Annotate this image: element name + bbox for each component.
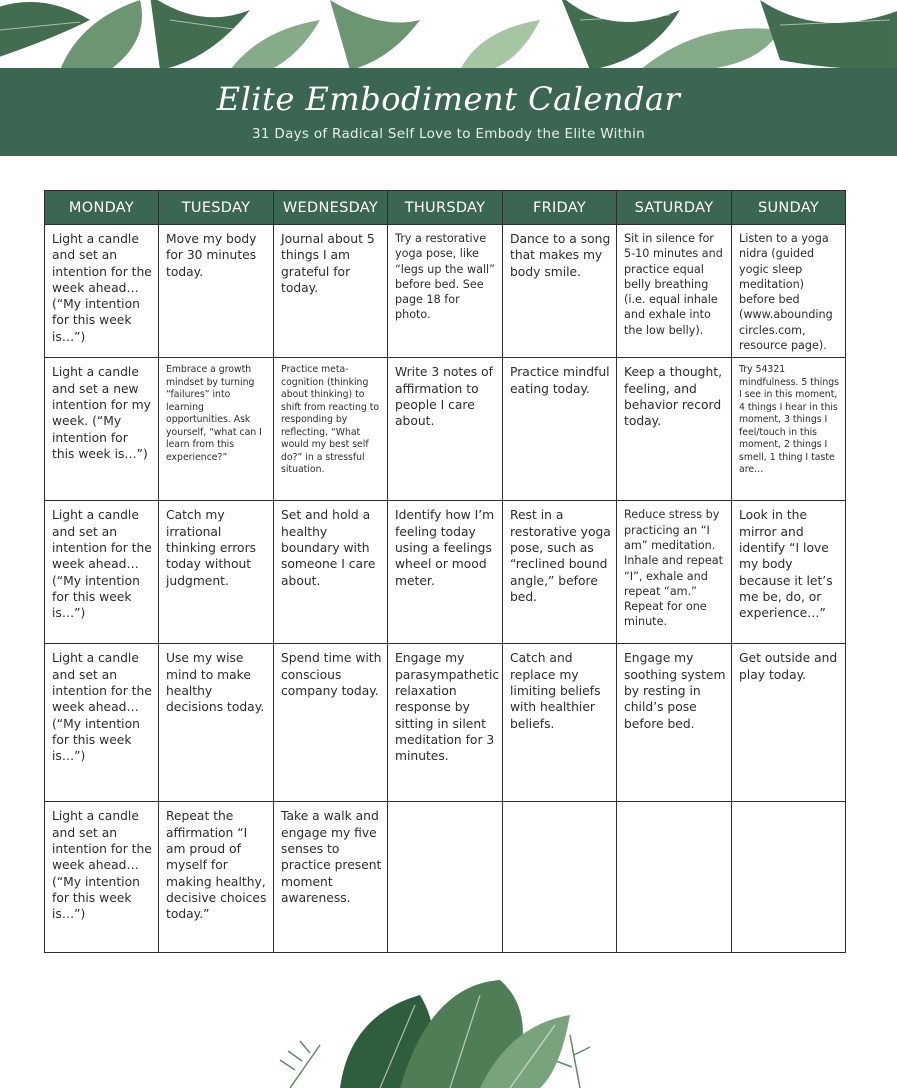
- day-cell: Light a candle and set an intention for the week ahead…(“My intention for this week is…”): [45, 802, 159, 953]
- day-cell: Keep a thought, feeling, and behavior record today.: [617, 358, 732, 501]
- page-subtitle: 31 Days of Radical Self Love to Embody the Elite Within: [252, 126, 645, 142]
- day-cell: Catch and replace my limiting beliefs with healthier beliefs.: [503, 644, 617, 802]
- day-cell: Light a candle and set an intention for the week ahead…(“My intention for this week is…”): [45, 644, 159, 802]
- day-cell: Write 3 notes of affirmation to people I care about.: [388, 358, 503, 501]
- week-row: [45, 802, 846, 953]
- day-cell: Move my body for 30 minutes today.: [159, 225, 274, 358]
- day-header-wednesday: WEDNESDAY: [274, 191, 388, 225]
- day-cell: Set and hold a healthy boundary with someone I care about.: [274, 501, 388, 644]
- day-cell: Dance to a song that makes my body smile.: [503, 225, 617, 358]
- week-row: [45, 501, 846, 644]
- day-cell: [503, 802, 617, 953]
- day-cell: Use my wise mind to make healthy decisions today.: [159, 644, 274, 802]
- day-cell: Try a restorative yoga pose, like “legs up the wall” before bed. See page 18 for photo.: [388, 225, 503, 358]
- day-cell: Light a candle and set an intention for the week ahead…(“My intention for this week is…”): [45, 225, 159, 358]
- day-cell: Catch my irrational thinking errors today without judgment.: [159, 501, 274, 644]
- day-cell: Take a walk and engage my five senses to practice present moment awareness.: [274, 802, 388, 953]
- day-cell: [732, 802, 846, 953]
- day-header-saturday: SATURDAY: [617, 191, 732, 225]
- bottom-leaf-decoration: [250, 975, 670, 1088]
- day-header-sunday: SUNDAY: [732, 191, 846, 225]
- day-header-monday: MONDAY: [45, 191, 159, 225]
- day-cell: Journal about 5 things I am grateful for today.: [274, 225, 388, 358]
- week-row: [45, 225, 846, 358]
- day-cell: Embrace a growth mindset by turning “failures” into learning opportunities. Ask yourself, “what can I learn from this experience?”: [159, 358, 274, 501]
- day-cell: Listen to a yoga nidra (guided yogic sleep meditation) before bed (www.abounding circles.com, resource page).: [732, 225, 846, 358]
- day-cell: Engage my soothing system by resting in child’s pose before bed.: [617, 644, 732, 802]
- top-leaf-decoration: [0, 0, 897, 70]
- day-cell: [388, 802, 503, 953]
- day-cell: Try 54321 mindfulness. 5 things I see in this moment, 4 things I hear in this moment, 3 things I feel/touch in this moment, 2 things I smell, 1 thing I taste are…: [732, 358, 846, 501]
- weekday-header-row: [45, 191, 846, 225]
- day-cell: Spend time with conscious company today.: [274, 644, 388, 802]
- day-cell: Rest in a restorative yoga pose, such as “reclined bound angle,” before bed.: [503, 501, 617, 644]
- calendar-table: [44, 190, 846, 953]
- day-header-thursday: THURSDAY: [388, 191, 503, 225]
- day-cell: Engage my parasympathetic relaxation response by sitting in silent meditation for 3 minutes.: [388, 644, 503, 802]
- day-cell: Identify how I’m feeling today using a feelings wheel or mood meter.: [388, 501, 503, 644]
- day-cell: Reduce stress by practicing an “I am” meditation. Inhale and repeat “I”, exhale and repeat “am.” Repeat for one minute.: [617, 501, 732, 644]
- day-cell: Practice meta-cognition (thinking about thinking) to shift from reacting to responding by reflecting, “What would my best self do?” in a stressful situation.: [274, 358, 388, 501]
- day-header-tuesday: TUESDAY: [159, 191, 274, 225]
- page-title: Elite Embodiment Calendar: [216, 80, 681, 118]
- day-cell: Repeat the affirmation “I am proud of myself for making healthy, decisive choices today.”: [159, 802, 274, 953]
- day-header-friday: FRIDAY: [503, 191, 617, 225]
- day-cell: [617, 802, 732, 953]
- day-cell: Sit in silence for 5-10 minutes and practice equal belly breathing (i.e. equal inhale and exhale into the low belly).: [617, 225, 732, 358]
- week-row: [45, 644, 846, 802]
- header-band: [0, 68, 897, 156]
- day-cell: Get outside and play today.: [732, 644, 846, 802]
- day-cell: Look in the mirror and identify “I love my body because it let’s me be, do, or experience…”: [732, 501, 846, 644]
- day-cell: Light a candle and set a new intention for my week. (“My intention for this week is…”): [45, 358, 159, 501]
- day-cell: Light a candle and set an intention for the week ahead…(“My intention for this week is…”): [45, 501, 159, 644]
- day-cell: Practice mindful eating today.: [503, 358, 617, 501]
- week-row: [45, 358, 846, 501]
